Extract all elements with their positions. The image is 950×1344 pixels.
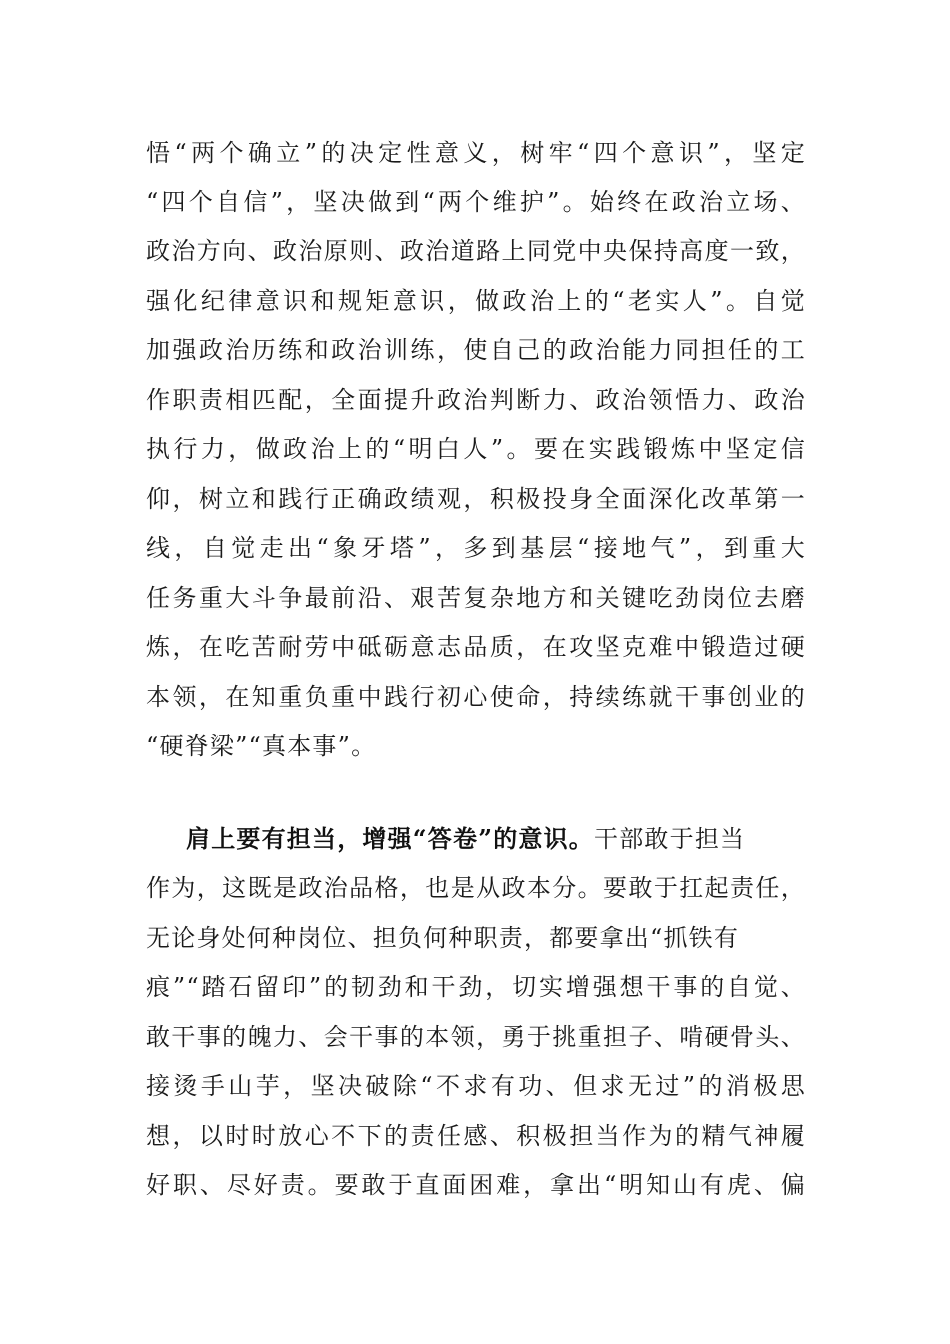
text-line: 想，以时时放心不下的责任感、积极担当作为的精气神履 bbox=[146, 1122, 806, 1150]
text-line: 悟“两个确立”的决定性意义，树牢“四个意识”，坚定 bbox=[146, 139, 806, 167]
text-line: 任务重大斗争最前沿、艰苦复杂地方和关键吃劲岗位去磨 bbox=[146, 584, 806, 612]
text-line: 本领，在知重负重中践行初心使命，持续练就干事创业的 bbox=[146, 683, 806, 711]
text-line: 无论身处何种岗位、担负何种职责，都要拿出“抓铁有 bbox=[146, 924, 740, 952]
text-line: 加强政治历练和政治训练，使自己的政治能力同担任的工 bbox=[146, 336, 806, 364]
text-line: 敢干事的魄力、会干事的本领，勇于挑重担子、啃硬骨头、 bbox=[146, 1023, 806, 1051]
text-line: 接烫手山芋，坚决破除“不求有功、但求无过”的消极思 bbox=[146, 1072, 806, 1100]
text-line: 执行力，做政治上的“明白人”。要在实践锻炼中坚定信 bbox=[146, 435, 806, 463]
text-line: 政治方向、政治原则、政治道路上同党中央保持高度一致， bbox=[146, 237, 806, 265]
text-line: 线，自觉走出“象牙塔”，多到基层“接地气”，到重大 bbox=[146, 534, 806, 562]
text-line: 仰，树立和践行正确政绩观，积极投身全面深化改革第一 bbox=[146, 485, 806, 513]
section-heading: 肩上要有担当，增强“答卷”的意识。 bbox=[186, 824, 595, 853]
text-line: 作为，这既是政治品格，也是从政本分。要敢于扛起责任， bbox=[146, 874, 806, 902]
text-line: 作职责相匹配，全面提升政治判断力、政治领悟力、政治 bbox=[146, 386, 806, 414]
text-line-first bbox=[186, 824, 806, 854]
text-line: “硬脊梁”“真本事”。 bbox=[146, 732, 377, 760]
text-line: “四个自信”，坚决做到“两个维护”。始终在政治立场、 bbox=[146, 188, 806, 216]
text-line: 炼，在吃苦耐劳中砥砺意志品质，在攻坚克难中锻造过硬 bbox=[146, 633, 806, 661]
text-line-rest: 干部敢于担当 bbox=[594, 825, 746, 853]
text-line: 好职、尽好责。要敢于直面困难，拿出“明知山有虎、偏 bbox=[146, 1171, 806, 1199]
text-line: 痕”“踏石留印”的韧劲和干劲，切实增强想干事的自觉、 bbox=[146, 973, 806, 1001]
text-line: 强化纪律意识和规矩意识，做政治上的“老实人”。自觉 bbox=[146, 287, 806, 315]
